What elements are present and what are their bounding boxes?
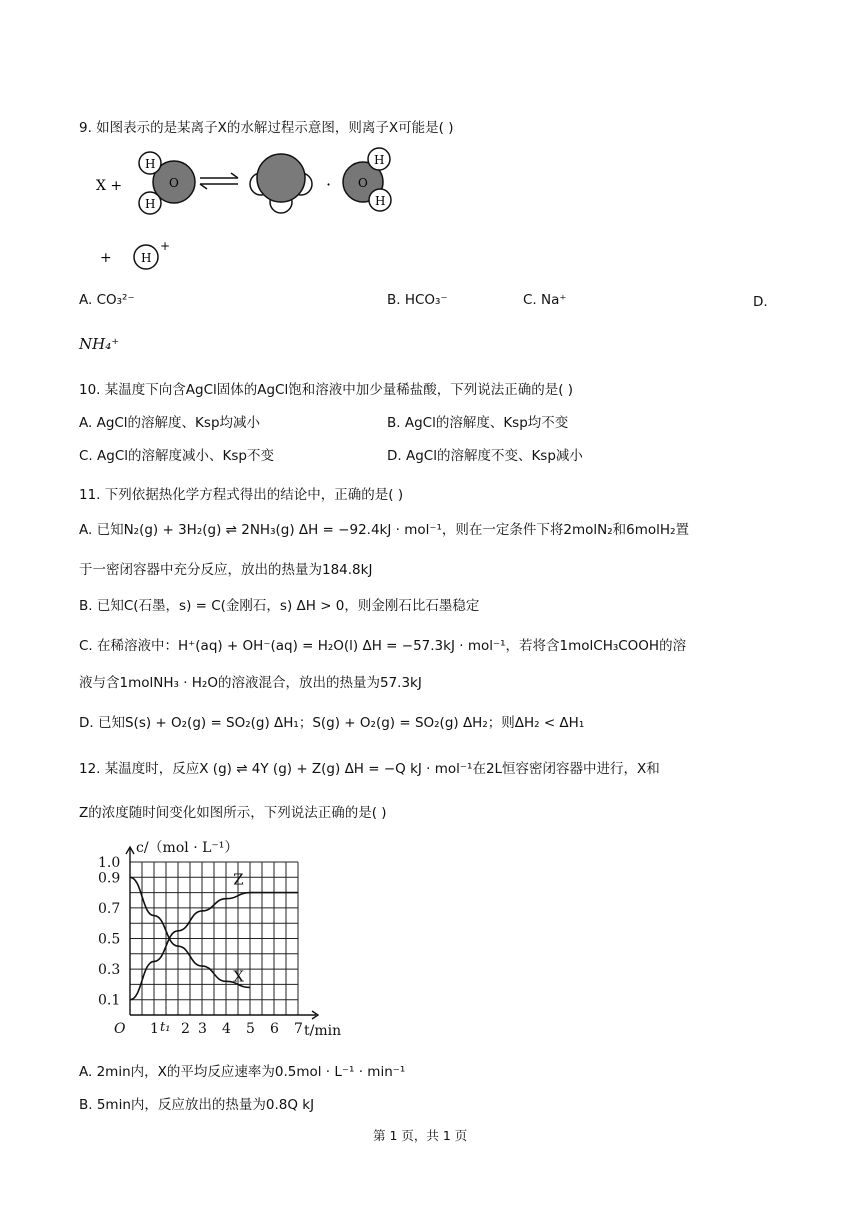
y-tick-label: 0.7 bbox=[98, 900, 121, 917]
y-tick-label: 0.3 bbox=[98, 962, 121, 979]
q12-stem-cont: Z的浓度随时间变化如图所示，下列说法正确的是( ) bbox=[79, 805, 387, 821]
q11-stem: 11. 下列依据热化学方程式得出的结论中，正确的是( ) bbox=[79, 487, 404, 503]
q10-option-b[interactable]: B. AgCl的溶解度、Ksp均不变 bbox=[387, 415, 569, 431]
q9-option-d[interactable]: D. bbox=[753, 294, 768, 310]
q12-option-a[interactable]: A. 2min内，X的平均反应速率为0.5mol · L⁻¹ · min⁻¹ bbox=[79, 1064, 406, 1080]
q11-option-a-cont: 于一密闭容器中充分反应，放出的热量为184.8kJ bbox=[79, 562, 373, 578]
origin-label: O bbox=[114, 1021, 126, 1037]
x-plus-label: X + bbox=[96, 178, 123, 194]
series-label-x: X bbox=[233, 967, 244, 986]
h-label: H bbox=[375, 194, 386, 208]
q9-option-a[interactable]: A. CO₃²⁻ bbox=[79, 292, 135, 308]
t1-label: t₁ bbox=[160, 1020, 171, 1035]
o-label: O bbox=[358, 176, 368, 190]
x-tick-label: 5 bbox=[246, 1021, 255, 1037]
q9-option-b[interactable]: B. HCO₃⁻ bbox=[387, 292, 448, 308]
x-tick-label: 7 bbox=[294, 1021, 303, 1037]
series-label-z: Z bbox=[233, 870, 244, 889]
y-tick-label: 0.5 bbox=[98, 931, 121, 948]
ion-x-atom bbox=[257, 154, 305, 202]
h-label: H bbox=[145, 157, 156, 171]
y-tick-label: 1.0 bbox=[98, 855, 121, 871]
q10-stem: 10. 某温度下向含AgCl固体的AgCl饱和溶液中加少量稀盐酸，下列说法正确的是( ) bbox=[79, 382, 574, 398]
q11-option-b[interactable]: B. 已知C(石墨，s) = C(金刚石，s) ΔH > 0，则金刚石比石墨稳定 bbox=[79, 598, 480, 614]
x-tick-label: 2 bbox=[181, 1021, 190, 1037]
q11-option-c[interactable]: C. 在稀溶液中：H⁺(aq) + OH⁻(aq) = H₂O(l) ΔH = −57.3kJ · mol⁻¹，若将含1molCH₃COOH的溶 bbox=[79, 638, 687, 654]
x-tick-label: 4 bbox=[222, 1021, 231, 1037]
q11-option-a[interactable]: A. 已知N₂(g) + 3H₂(g) ⇌ 2NH₃(g) ΔH = −92.4kJ · mol⁻¹，则在一定条件下将2molN₂和6molH₂置 bbox=[79, 522, 689, 538]
o-label: O bbox=[169, 176, 179, 190]
q9-option-c[interactable]: C. Na⁺ bbox=[523, 292, 567, 308]
y-axis-label: c/（mol · L⁻¹） bbox=[136, 840, 239, 856]
q10-option-c[interactable]: C. AgCl的溶解度减小、Ksp不变 bbox=[79, 448, 274, 464]
y-tick-label: 0.9 bbox=[98, 870, 121, 887]
q9-stem: 9. 如图表示的是某离子X的水解过程示意图，则离子X可能是( ) bbox=[79, 120, 454, 136]
q10-option-d[interactable]: D. AgCl的溶解度不变、Ksp减小 bbox=[387, 448, 583, 464]
chart-grid bbox=[130, 862, 298, 1015]
x-tick-label: 3 bbox=[198, 1021, 207, 1037]
x-tick-label: 6 bbox=[270, 1021, 279, 1037]
q9-option-d-cont[interactable]: NH₄⁺ bbox=[79, 335, 120, 353]
q12-stem: 12. 某温度时，反应X (g) ⇌ 4Y (g) + Z(g) ΔH = −Q kJ · mol⁻¹在2L恒容密闭容器中进行，X和 bbox=[79, 761, 660, 777]
y-tick-label: 0.1 bbox=[98, 992, 121, 1009]
h-plus-label: H bbox=[141, 251, 152, 265]
plus-label: + bbox=[100, 250, 112, 266]
q12-option-b[interactable]: B. 5min内，反应放出的热量为0.8Q kJ bbox=[79, 1097, 315, 1113]
q10-option-a[interactable]: A. AgCl的溶解度、Ksp均减小 bbox=[79, 415, 261, 431]
h-label: H bbox=[374, 153, 385, 167]
page-footer: 第 1 页，共 1 页 bbox=[373, 1128, 468, 1143]
q11-option-c-cont: 液与含1molNH₃ · H₂O的溶液混合，放出的热量为57.3kJ bbox=[79, 675, 422, 691]
plus-sign: + bbox=[160, 239, 171, 253]
chart-axes bbox=[126, 847, 318, 1019]
x-tick-label: 1 bbox=[150, 1021, 159, 1037]
hydrolysis-diagram bbox=[88, 142, 418, 277]
dot-label: · bbox=[326, 175, 332, 194]
x-axis-label: t/min bbox=[304, 1023, 342, 1038]
equilibrium-arrow-icon bbox=[200, 173, 238, 189]
q11-option-d[interactable]: D. 已知S(s) + O₂(g) = SO₂(g) ΔH₁；S(g) + O₂(g) = SO₂(g) ΔH₂；则ΔH₂ < ΔH₁ bbox=[79, 715, 585, 731]
concentration-time-chart bbox=[96, 838, 346, 1038]
h-label: H bbox=[145, 197, 156, 211]
